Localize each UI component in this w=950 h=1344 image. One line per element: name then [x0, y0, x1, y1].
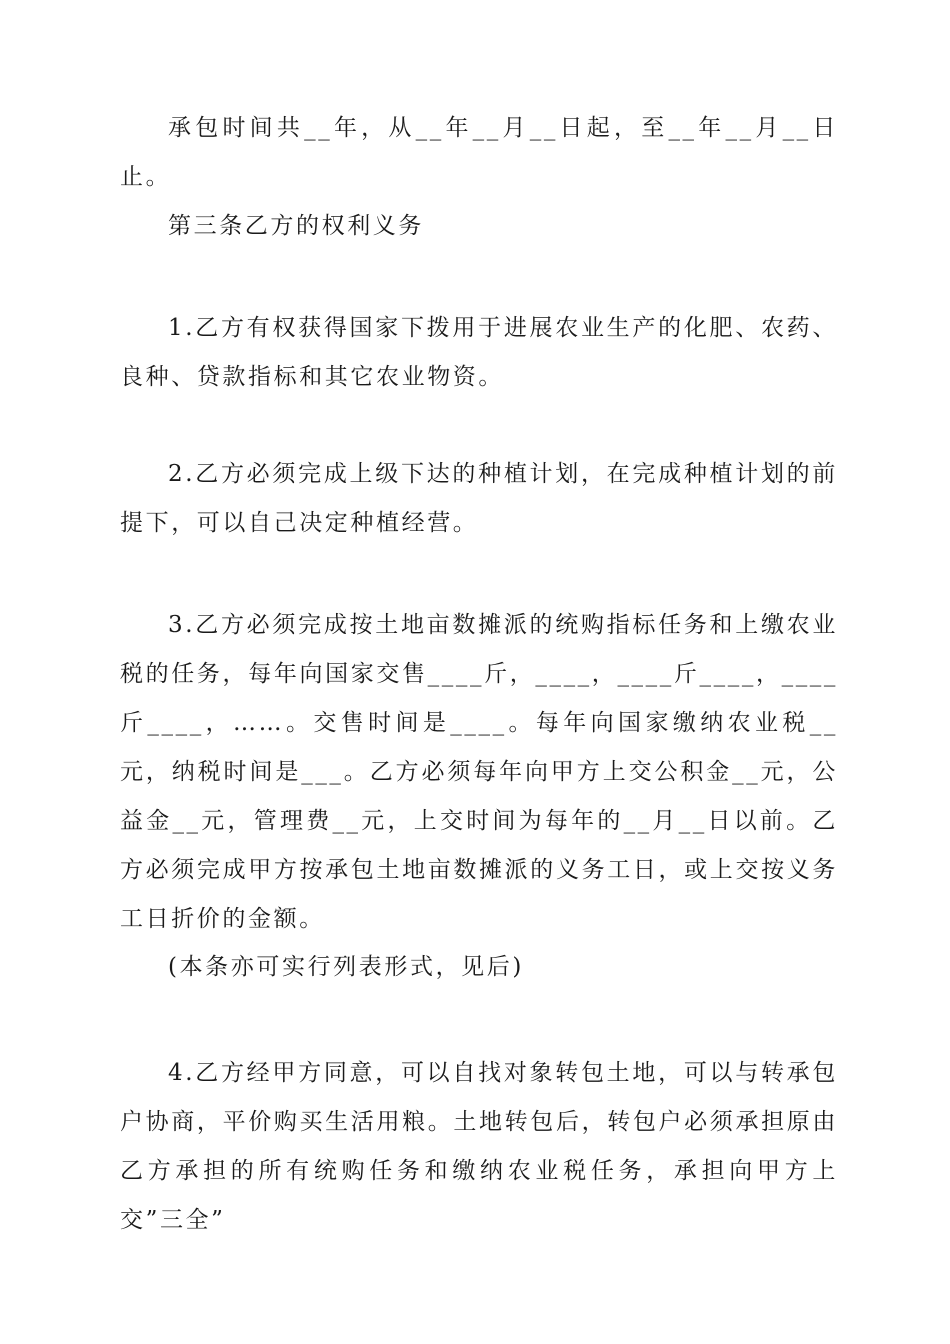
paragraph-item-4: 4.乙方经甲方同意，可以自找对象转包土地，可以与转承包户协商，平价购买生活用粮。土地转包后，转包户必须承担原由乙方承担的所有统购任务和缴纳农业税任务，承担向甲方上交”三全” [120, 1060, 838, 1233]
paragraph-contract-term: 承包时间共__年，从__年__月__日起，至__年__月__日止。 [120, 115, 838, 190]
section-heading-article-3: 第三条乙方的权利义务 [168, 213, 424, 239]
paragraph-item-1: 1.乙方有权获得国家下拨用于进展农业生产的化肥、农药、良种、贷款指标和其它农业物资。 [120, 315, 838, 390]
paragraph-note: (本条亦可实行列表形式，见后) [168, 954, 524, 980]
paragraph-item-3: 3.乙方必须完成按土地亩数摊派的统购指标任务和上缴农业税的任务，每年向国家交售____斤，____，____斤____，____斤____，……。交售时间是____。每年向国家缴纳农业税__元，纳税时间是___。乙方必须每年向甲方上交公积金__元，公益金__元，管理费__元，上交时间为每年的__月__日以前。乙方必须完成甲方按承包土地亩数摊派的义务工日，或上交按义务工日折价的金额。 [120, 612, 838, 932]
paragraph-item-2: 2.乙方必须完成上级下达的种植计划，在完成种植计划的前提下，可以自己决定种植经营。 [120, 461, 838, 536]
